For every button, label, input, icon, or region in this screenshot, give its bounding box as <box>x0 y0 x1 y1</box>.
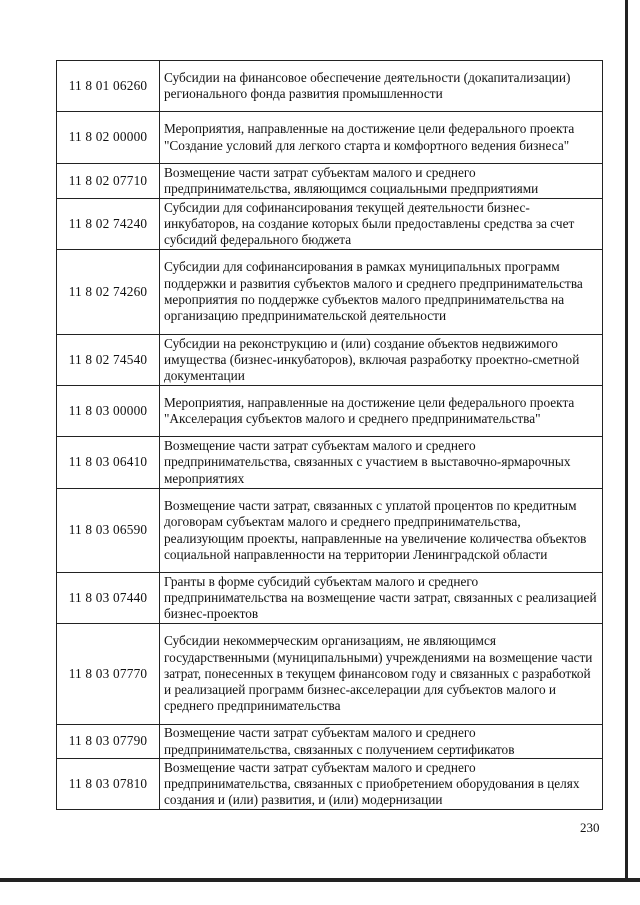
table-row <box>57 759 603 810</box>
row-description: Мероприятия, направленные на достижение цели федерального проекта "Акселерация субъектов малого и среднего предпринимательства" <box>160 386 603 437</box>
row-code: 11 8 02 74260 <box>57 250 160 335</box>
row-code: 11 8 03 00000 <box>57 386 160 437</box>
row-description: Гранты в форме субсидий субъектам малого и среднего предпринимательства на возмещение части затрат, связанных с реализацией бизнес-проектов <box>160 573 603 624</box>
row-code: 11 8 03 07790 <box>57 725 160 759</box>
row-description: Субсидии некоммерческим организациям, не являющимся государственными (муниципальными) учреждениями на возмещение части затрат, понесенных в текущем финансовом году и связанных с разработкой и реализацией программ бизнес-акселерации для субъектов малого и среднего предпринимательства <box>160 624 603 725</box>
table-row <box>57 112 603 164</box>
row-description: Субсидии для софинансирования текущей деятельности бизнес-инкубаторов, на создание которых были предоставлены средства за счет субсидий федерального бюджета <box>160 199 603 250</box>
row-description: Возмещение части затрат, связанных с уплатой процентов по кредитным договорам субъектам малого и среднего предпринимательства, реализующим проекты, направленные на увеличение количества объектов социальной направленности на территории Ленинградской области <box>160 489 603 573</box>
row-code: 11 8 01 06260 <box>57 61 160 112</box>
table-row <box>57 725 603 759</box>
row-code: 11 8 02 00000 <box>57 112 160 164</box>
row-description: Субсидии на реконструкцию и (или) создание объектов недвижимого имущества (бизнес-инкубаторов), включая разработку проектно-сметной документации <box>160 335 603 386</box>
table-row <box>57 437 603 489</box>
table-row <box>57 573 603 624</box>
table-row <box>57 164 603 199</box>
row-description: Мероприятия, направленные на достижение цели федерального проекта "Создание условий для легкого старта и комфортного ведения бизнеса" <box>160 112 603 164</box>
table-row <box>57 386 603 437</box>
row-description: Возмещение части затрат субъектам малого и среднего предпринимательства, связанных с приобретением оборудования в целях создания и (или) развития, и (или) модернизации <box>160 759 603 810</box>
row-description: Субсидии для софинансирования в рамках муниципальных программ поддержки и развития субъектов малого и среднего предпринимательства мероприятия по поддержке субъектов малого предпринимательства на организацию предпринимательской деятельности <box>160 250 603 335</box>
budget-classification-table <box>56 60 603 810</box>
row-code: 11 8 03 07810 <box>57 759 160 810</box>
row-description: Субсидии на финансовое обеспечение деятельности (докапитализации) регионального фонда развития промышленности <box>160 61 603 112</box>
row-description: Возмещение части затрат субъектам малого и среднего предпринимательства, связанных с участием в выставочно-ярмарочных мероприятиях <box>160 437 603 489</box>
scan-edge-right <box>625 0 628 880</box>
table-row <box>57 250 603 335</box>
row-code: 11 8 03 06590 <box>57 489 160 573</box>
row-code: 11 8 03 07440 <box>57 573 160 624</box>
row-code: 11 8 03 07770 <box>57 624 160 725</box>
row-description: Возмещение части затрат субъектам малого и среднего предпринимательства, являющимся социальными предприятиями <box>160 164 603 199</box>
scan-edge-bottom <box>0 878 640 882</box>
table-row <box>57 335 603 386</box>
table-row <box>57 489 603 573</box>
table-row <box>57 61 603 112</box>
page-number: 230 <box>580 820 600 835</box>
row-code: 11 8 02 74240 <box>57 199 160 250</box>
table-row <box>57 624 603 725</box>
row-code: 11 8 02 07710 <box>57 164 160 199</box>
row-code: 11 8 02 74540 <box>57 335 160 386</box>
row-code: 11 8 03 06410 <box>57 437 160 489</box>
row-description: Возмещение части затрат субъектам малого и среднего предпринимательства, связанных с получением сертификатов <box>160 725 603 759</box>
table-row <box>57 199 603 250</box>
